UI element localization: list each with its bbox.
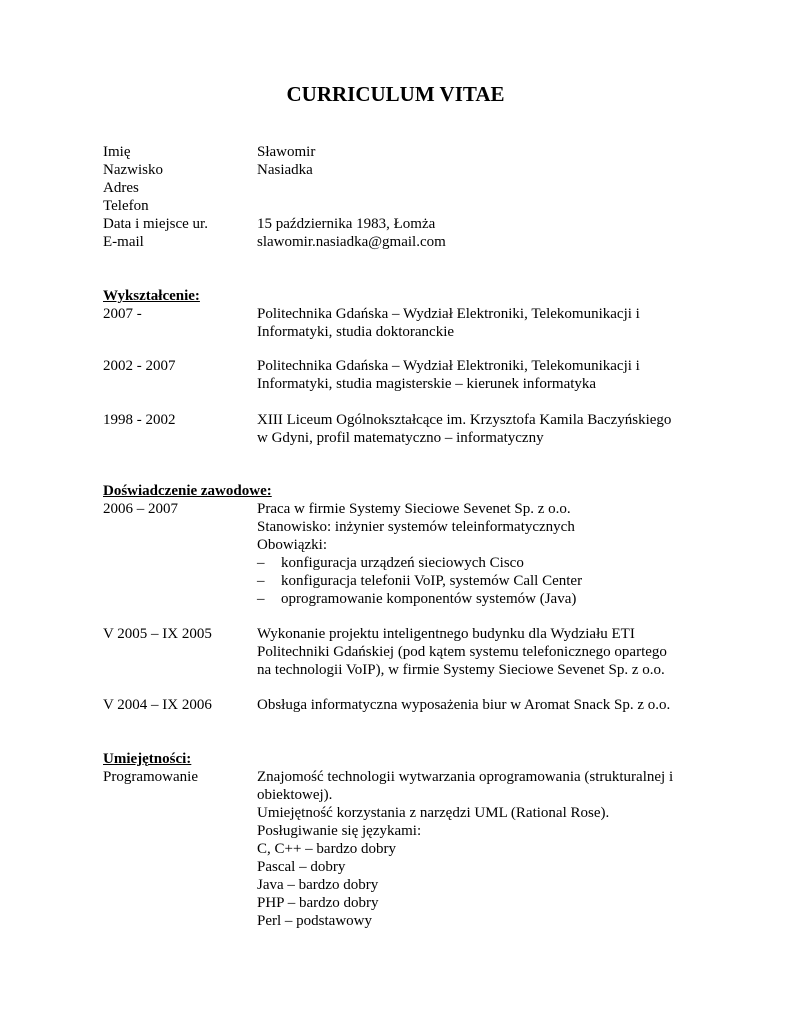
experience-line: Politechniki Gdańskiej (pod kątem systemu telefonicznego opartego	[257, 644, 667, 660]
duty-text: oprogramowanie komponentów systemów (Java)	[281, 591, 577, 607]
skills-line: Znajomość technologii wytwarzania oprogramowania (strukturalnej i	[257, 769, 674, 785]
experience-line: Wykonanie projektu inteligentnego budynku dla Wydziału ETI	[257, 626, 635, 642]
education-line: Politechnika Gdańska – Wydział Elektroniki, Telekomunikacji i	[257, 358, 640, 374]
education-period: 2007 -	[103, 306, 142, 322]
skills-entry	[103, 768, 703, 930]
address-value	[257, 179, 703, 197]
personal-row-address	[103, 179, 703, 197]
experience-section	[103, 482, 703, 608]
experience-period: 2006 – 2007	[103, 501, 178, 517]
education-entry-block	[103, 357, 703, 393]
personal-row-phone	[103, 197, 703, 215]
experience-line: Obowiązki:	[257, 537, 327, 553]
skills-heading: Umiejętności:	[103, 751, 192, 767]
education-line: Politechnika Gdańska – Wydział Elektroniki, Telekomunikacji i	[257, 306, 640, 322]
phone-label: Telefon	[103, 198, 149, 214]
duty-bullet	[257, 572, 703, 590]
experience-line: Obsługa informatyczna wyposażenia biur w Aromat Snack Sp. z o.o.	[257, 697, 671, 713]
birth-label: Data i miejsce ur.	[103, 216, 208, 232]
phone-value	[257, 197, 703, 215]
experience-period: V 2004 – IX 2006	[103, 697, 212, 713]
personal-row-first-name	[103, 143, 703, 161]
skills-label: Programowanie	[103, 769, 198, 785]
experience-period: V 2005 – IX 2005	[103, 626, 212, 642]
education-line: XIII Liceum Ogólnokształcące im. Krzysztofa Kamila Baczyńskiego	[257, 412, 672, 428]
dash-marker: –	[257, 573, 265, 589]
duty-text: konfiguracja telefonii VoIP, systemów Call Center	[281, 573, 583, 589]
skills-line: Posługiwanie się językami:	[257, 823, 422, 839]
last-name-label: Nazwisko	[103, 162, 163, 178]
personal-info	[103, 143, 703, 251]
experience-entry	[103, 625, 703, 679]
skills-line: Umiejętność korzystania z narzędzi UML (Rational Rose).	[257, 805, 610, 821]
skills-line: Pascal – dobry	[257, 859, 346, 875]
personal-row-email	[103, 233, 703, 251]
dash-marker: –	[257, 555, 265, 571]
education-period: 1998 - 2002	[103, 412, 176, 428]
duty-bullet	[257, 554, 703, 572]
education-period: 2002 - 2007	[103, 358, 176, 374]
skills-line: Perl – podstawowy	[257, 913, 372, 929]
education-heading: Wykształcenie:	[103, 288, 200, 304]
duty-text: konfiguracja urządzeń sieciowych Cisco	[281, 555, 524, 571]
education-section	[103, 287, 703, 341]
first-name-label: Imię	[103, 144, 131, 160]
education-entry	[103, 305, 703, 341]
skills-line: Java – bardzo dobry	[257, 877, 379, 893]
experience-entry	[103, 696, 703, 714]
education-line: w Gdyni, profil matematyczno – informatyczny	[257, 430, 544, 446]
duty-bullet	[257, 590, 703, 608]
experience-entry-block	[103, 625, 703, 679]
page-title: CURRICULUM VITAE	[286, 82, 505, 106]
last-name-value: Nasiadka	[257, 162, 313, 178]
experience-line: na technologii VoIP), w firmie Systemy Sieciowe Sevenet Sp. z o.o.	[257, 662, 665, 678]
birth-value: 15 października 1983, Łomża	[257, 216, 436, 232]
experience-entry	[103, 500, 703, 608]
education-line: Informatyki, studia doktoranckie	[257, 324, 455, 340]
education-entry	[103, 357, 703, 393]
personal-row-last-name	[103, 161, 703, 179]
email-value: slawomir.nasiadka@gmail.com	[257, 234, 446, 250]
dash-marker: –	[257, 591, 265, 607]
experience-line: Praca w firmie Systemy Sieciowe Sevenet Sp. z o.o.	[257, 501, 571, 517]
skills-line: obiektowej).	[257, 787, 333, 803]
first-name-value: Sławomir	[257, 144, 316, 160]
education-line: Informatyki, studia magisterskie – kierunek informatyka	[257, 376, 597, 392]
skills-line: C, C++ – bardzo dobry	[257, 841, 396, 857]
experience-line: Stanowisko: inżynier systemów teleinformatycznych	[257, 519, 575, 535]
skills-section	[103, 750, 703, 930]
education-entry-block	[103, 411, 703, 447]
address-label: Adres	[103, 180, 139, 196]
email-label: E-mail	[103, 234, 144, 250]
skills-line: PHP – bardzo dobry	[257, 895, 379, 911]
education-entry	[103, 411, 703, 447]
experience-entry-block	[103, 696, 703, 714]
personal-row-birth	[103, 215, 703, 233]
experience-heading: Doświadczenie zawodowe:	[103, 483, 272, 499]
